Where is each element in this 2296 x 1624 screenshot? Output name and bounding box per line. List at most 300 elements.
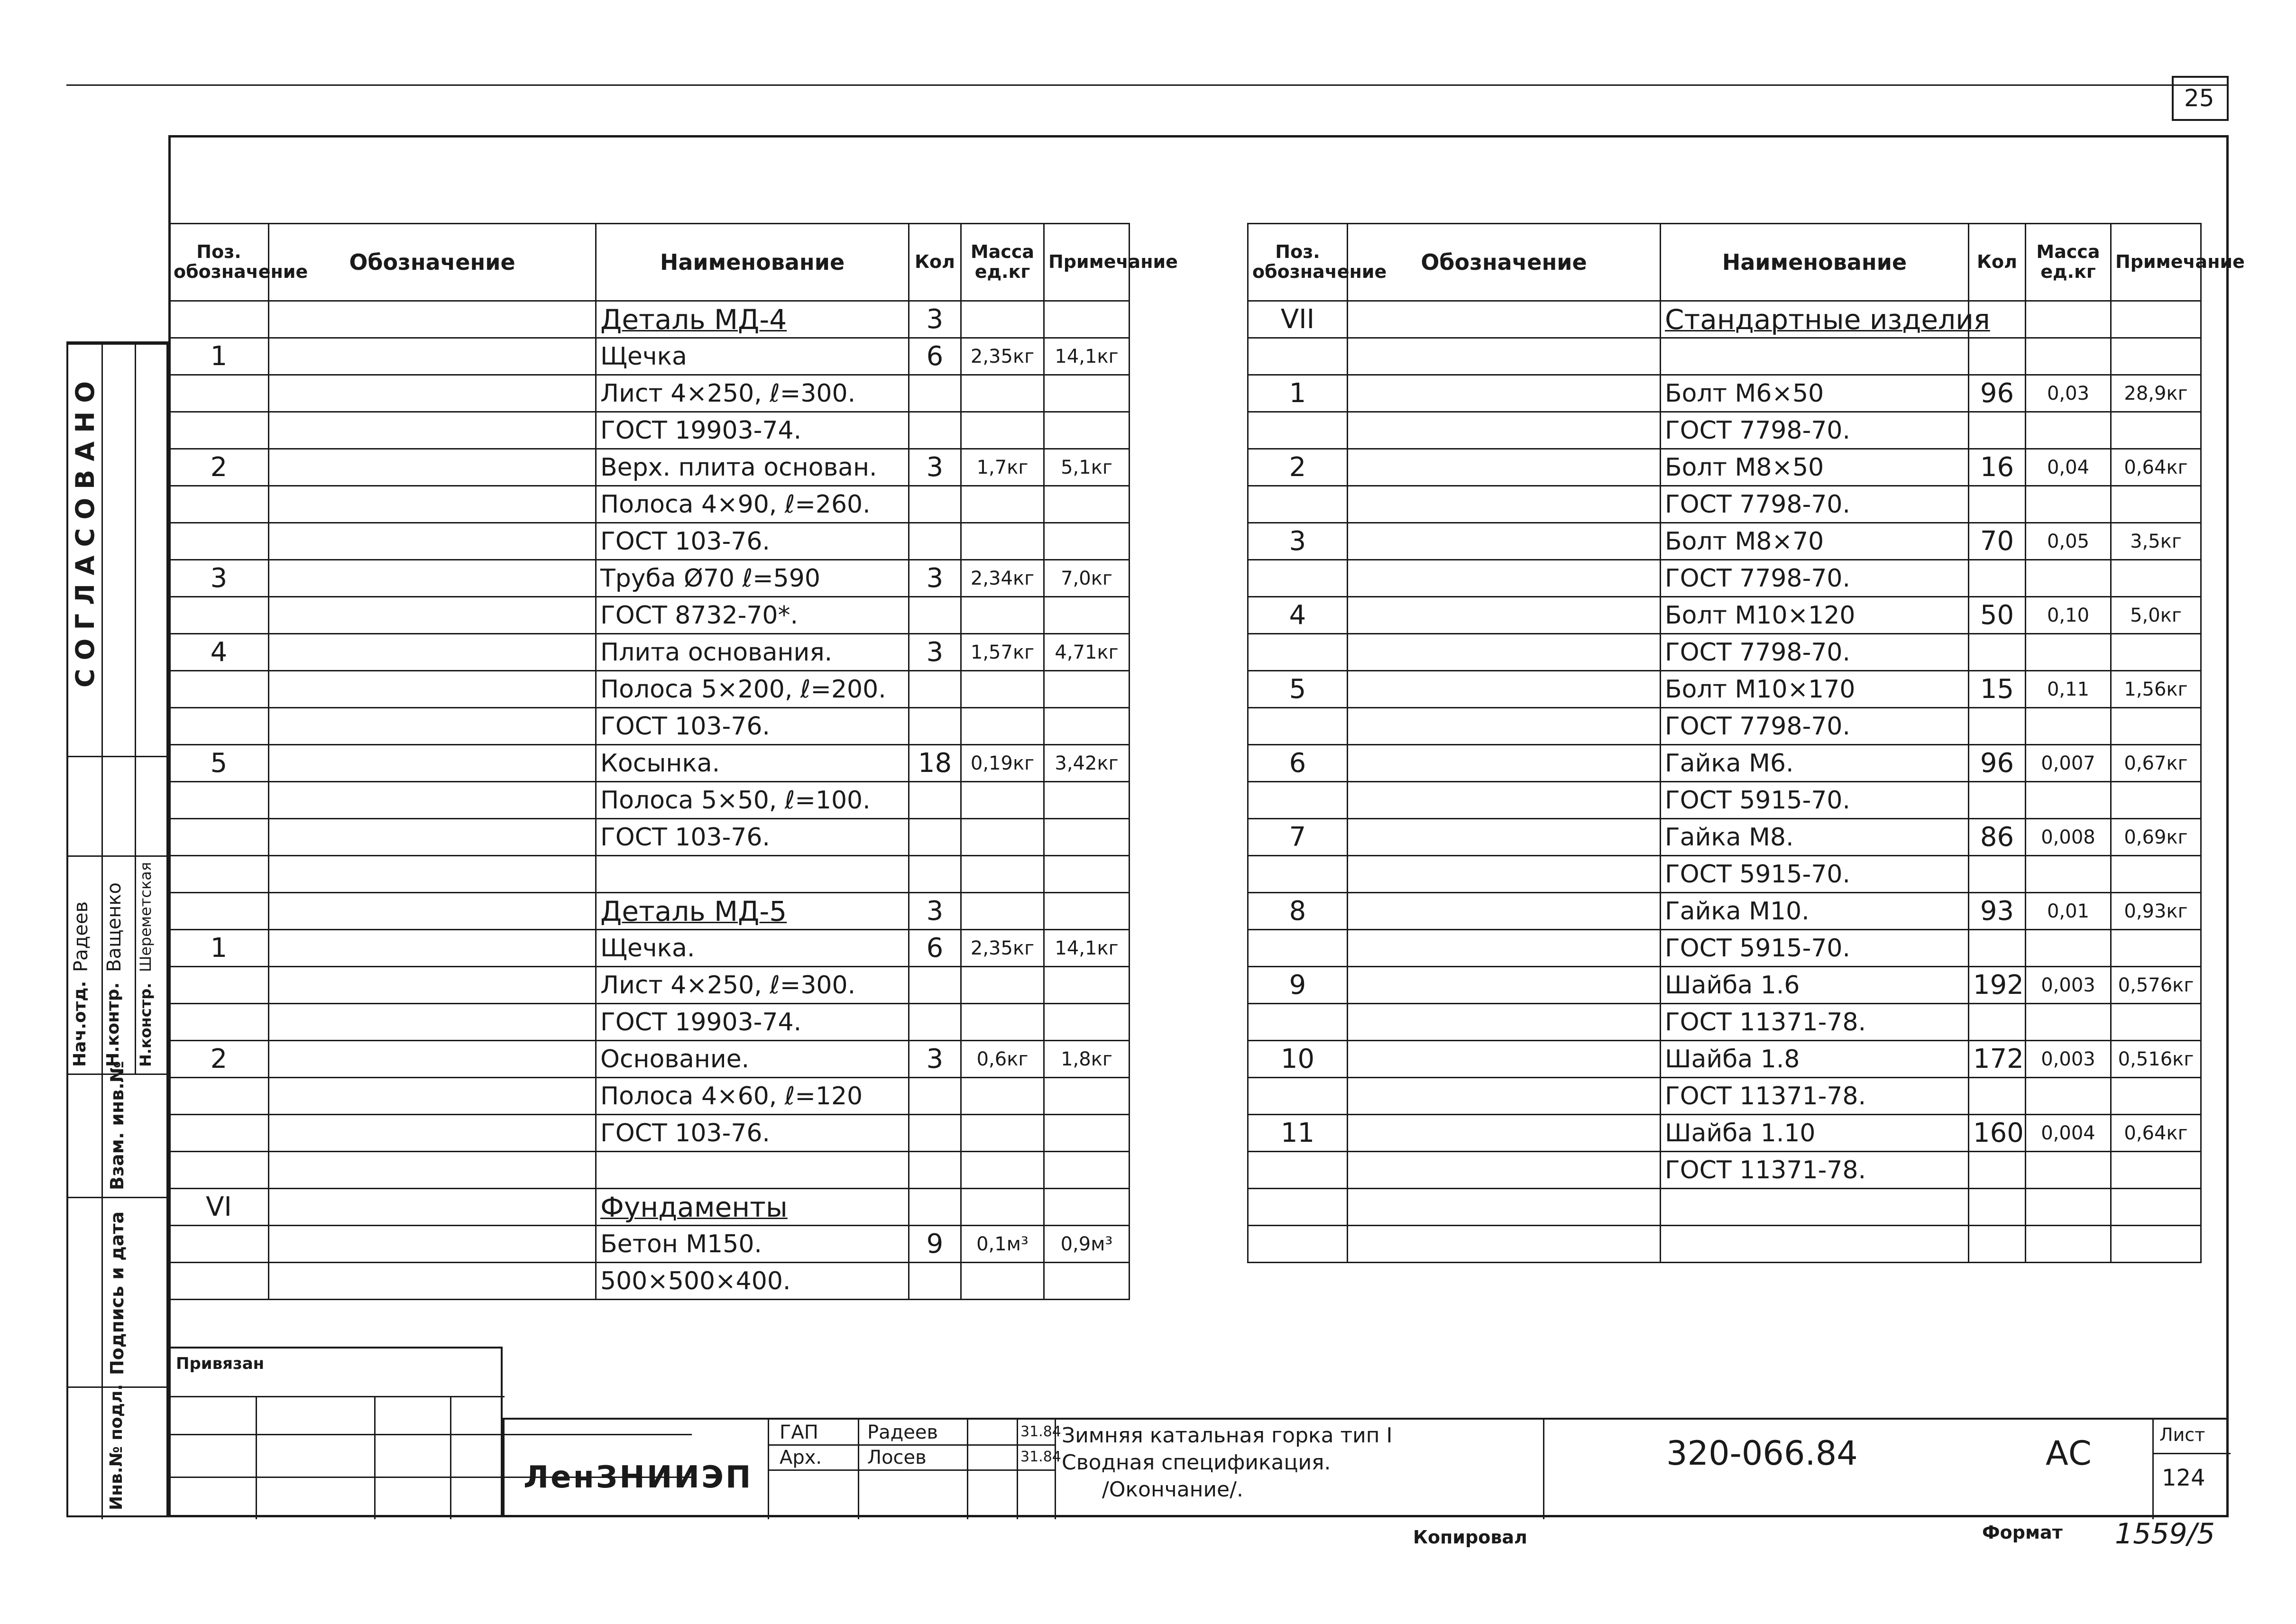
table-row: [1248, 1189, 2201, 1226]
cell-name: ГОСТ 19903-74.: [596, 412, 909, 449]
table-row: [169, 560, 1130, 597]
table-header-row: [1248, 224, 2201, 301]
cell-pos: 2: [169, 1041, 269, 1078]
cell-note: [2111, 782, 2201, 819]
cell-pos: [169, 1115, 269, 1152]
cell-designation: [269, 1115, 596, 1152]
cell-designation: [1348, 1152, 1661, 1189]
cell-qty: 9: [909, 1226, 961, 1263]
cell-designation: [269, 338, 596, 375]
cell-pos: 1: [169, 930, 269, 967]
cell-designation: [269, 486, 596, 523]
cell-designation: [1348, 375, 1661, 412]
cell-designation: [1348, 967, 1661, 1004]
cell-pos: 6: [1248, 745, 1348, 782]
cell-designation: [269, 671, 596, 708]
sign-date-label: Подпись и дата: [107, 1211, 128, 1375]
cell-mass: [2026, 1152, 2111, 1189]
cell-name: Шайба 1.8: [1661, 1041, 1969, 1078]
cell-designation: [269, 1189, 596, 1226]
cell-name: [1661, 338, 1969, 375]
cell-mass: [2026, 338, 2111, 375]
cell-name: ГОСТ 7798-70.: [1661, 412, 1969, 449]
cell-qty: 192: [1969, 967, 2026, 1004]
cell-note: [2111, 412, 2201, 449]
col-header-name: Наименование: [1661, 224, 1969, 301]
cell-name: [596, 1152, 909, 1189]
cell-designation: [269, 1263, 596, 1300]
cell-name: ГОСТ 8732-70*.: [596, 597, 909, 634]
cell-qty: [909, 967, 961, 1004]
cell-name: Косынка.: [596, 745, 909, 782]
table-row: [1248, 560, 2201, 597]
cell-note: [1044, 782, 1130, 819]
cell-qty: 70: [1969, 523, 2026, 560]
cell-mass: [961, 597, 1044, 634]
cell-pos: [1248, 782, 1348, 819]
cell-pos: [169, 486, 269, 523]
cell-name: Лист 4×250, ℓ=300.: [596, 967, 909, 1004]
cell-qty: [1969, 1226, 2026, 1263]
cell-note: [1044, 1189, 1130, 1226]
cell-name: Болт М10×120: [1661, 597, 1969, 634]
table-row: [169, 819, 1130, 856]
sheet-label: Лист: [2159, 1424, 2205, 1445]
cell-mass: [961, 819, 1044, 856]
cell-designation: [269, 375, 596, 412]
cell-pos: 1: [1248, 375, 1348, 412]
cell-name: Лист 4×250, ℓ=300.: [596, 375, 909, 412]
col-header-note: Примечание: [2111, 224, 2201, 301]
table-row: [1248, 1041, 2201, 1078]
cell-name: ГОСТ 103-76.: [596, 819, 909, 856]
cell-note: 14,1кг: [1044, 338, 1130, 375]
corner-number-box: [2172, 76, 2229, 121]
cell-name: ГОСТ 5915-70.: [1661, 856, 1969, 893]
cell-qty: [1969, 856, 2026, 893]
cell-pos: 3: [169, 560, 269, 597]
cell-note: 3,42кг: [1044, 745, 1130, 782]
table-row: [1248, 1152, 2201, 1189]
cell-qty: [1969, 486, 2026, 523]
cell-note: [2111, 1004, 2201, 1041]
role-arch: Арх.: [780, 1447, 822, 1468]
cell-note: [2111, 1152, 2201, 1189]
cell-note: [2111, 486, 2201, 523]
cell-note: [1044, 412, 1130, 449]
document-code: 320-066.84: [1666, 1434, 1858, 1473]
cell-pos: [169, 301, 269, 338]
table-row: [169, 634, 1130, 671]
cell-mass: [2026, 560, 2111, 597]
cell-designation: [1348, 745, 1661, 782]
table-row: [1248, 1004, 2201, 1041]
cell-name: ГОСТ 5915-70.: [1661, 930, 1969, 967]
cell-mass: [2026, 930, 2111, 967]
role-arch-date: 31.84: [1020, 1449, 1061, 1465]
cell-note: 0,64кг: [2111, 449, 2201, 486]
cell-designation: [1348, 523, 1661, 560]
table-row: [169, 967, 1130, 1004]
table-row: [169, 1115, 1130, 1152]
cell-mass: 0,007: [2026, 745, 2111, 782]
cell-pos: VI: [169, 1189, 269, 1226]
col-header-designation: Обозначение: [1348, 224, 1661, 301]
cell-mass: [2026, 856, 2111, 893]
sig-role-1: Нач.отд.: [70, 981, 90, 1067]
table-row: [169, 449, 1130, 486]
sheet-number: 124: [2162, 1465, 2205, 1491]
cell-designation: [1348, 449, 1661, 486]
cell-name: [1661, 1189, 1969, 1226]
cell-name: Болт М8×70: [1661, 523, 1969, 560]
cell-name: ГОСТ 5915-70.: [1661, 782, 1969, 819]
cell-qty: 96: [1969, 745, 2026, 782]
cell-qty: 3: [909, 1041, 961, 1078]
cell-name: ГОСТ 7798-70.: [1661, 486, 1969, 523]
cell-pos: [169, 856, 269, 893]
cell-name: Щечка.: [596, 930, 909, 967]
cell-pos: [1248, 708, 1348, 745]
cell-mass: [961, 967, 1044, 1004]
cell-qty: [1969, 708, 2026, 745]
cell-mass: [2026, 486, 2111, 523]
cell-name: Бетон М150.: [596, 1226, 909, 1263]
cell-pos: [1248, 634, 1348, 671]
col-header-qty: Кол: [1969, 224, 2026, 301]
table-row: [169, 1189, 1130, 1226]
table-row: [1248, 375, 2201, 412]
cell-name: Гайка М8.: [1661, 819, 1969, 856]
cell-note: 0,516кг: [2111, 1041, 2201, 1078]
cell-name: ГОСТ 7798-70.: [1661, 634, 1969, 671]
cell-mass: 0,003: [2026, 967, 2111, 1004]
cell-mass: [961, 893, 1044, 930]
cell-qty: 3: [909, 449, 961, 486]
cell-designation: [269, 819, 596, 856]
cell-designation: [269, 930, 596, 967]
bound-label: Привязан: [176, 1354, 265, 1373]
cell-designation: [1348, 856, 1661, 893]
cell-name: 500×500×400.: [596, 1263, 909, 1300]
cell-pos: 2: [1248, 449, 1348, 486]
cell-designation: [269, 1078, 596, 1115]
cell-designation: [1348, 1078, 1661, 1115]
role-gap-name: Радеев: [867, 1422, 938, 1443]
sig-name-2: Ващенко: [103, 882, 125, 972]
cell-name: Болт М6×50: [1661, 375, 1969, 412]
cell-designation: [1348, 412, 1661, 449]
cell-designation: [1348, 1226, 1661, 1263]
cell-note: 1,8кг: [1044, 1041, 1130, 1078]
table-row: [1248, 1078, 2201, 1115]
cell-pos: [1248, 1078, 1348, 1115]
cell-qty: [909, 523, 961, 560]
cell-designation: [269, 856, 596, 893]
cell-qty: 86: [1969, 819, 2026, 856]
cell-qty: 172: [1969, 1041, 2026, 1078]
cell-name: Шайба 1.6: [1661, 967, 1969, 1004]
cell-designation: [1348, 671, 1661, 708]
table-row: [1248, 782, 2201, 819]
cell-qty: 3: [909, 893, 961, 930]
cell-note: [2111, 1226, 2201, 1263]
cell-pos: [169, 671, 269, 708]
org-name: ЛенЗНИИЭП: [523, 1460, 753, 1495]
cell-note: [1044, 375, 1130, 412]
cell-note: [1044, 856, 1130, 893]
cell-qty: [1969, 1189, 2026, 1226]
cell-designation: [269, 967, 596, 1004]
cell-note: [1044, 1004, 1130, 1041]
cell-qty: [1969, 338, 2026, 375]
cell-mass: [961, 856, 1044, 893]
cell-pos: [169, 523, 269, 560]
cell-qty: [1969, 1152, 2026, 1189]
cell-qty: [1969, 782, 2026, 819]
cell-qty: [909, 597, 961, 634]
table-row: [169, 597, 1130, 634]
cell-note: 0,93кг: [2111, 893, 2201, 930]
table-row: [1248, 967, 2201, 1004]
cell-pos: [1248, 338, 1348, 375]
cell-mass: [961, 782, 1044, 819]
cell-note: 14,1кг: [1044, 930, 1130, 967]
table-row: [1248, 708, 2201, 745]
cell-name: Полоса 5×50, ℓ=100.: [596, 782, 909, 819]
cell-pos: 8: [1248, 893, 1348, 930]
col-header-pos: Поз. обозначение: [169, 224, 269, 301]
cell-designation: [1348, 893, 1661, 930]
cell-mass: [961, 671, 1044, 708]
cell-pos: [169, 1263, 269, 1300]
cell-mass: 0,008: [2026, 819, 2111, 856]
cell-pos: VII: [1248, 301, 1348, 338]
cell-qty: 160: [1969, 1115, 2026, 1152]
cell-pos: [169, 819, 269, 856]
table-row: [169, 338, 1130, 375]
bound-block: [168, 1347, 503, 1517]
cell-note: [2111, 1078, 2201, 1115]
cell-note: [2111, 856, 2201, 893]
cell-qty: [909, 1189, 961, 1226]
cell-pos: [169, 708, 269, 745]
table-row: [169, 893, 1130, 930]
cell-name: Болт М8×50: [1661, 449, 1969, 486]
cell-mass: 0,004: [2026, 1115, 2111, 1152]
cell-mass: 2,35кг: [961, 338, 1044, 375]
cell-mass: 0,05: [2026, 523, 2111, 560]
cell-pos: [169, 782, 269, 819]
top-border-line: [66, 84, 2229, 86]
role-gap: ГАП: [780, 1422, 818, 1443]
role-arch-name: Лосев: [867, 1447, 927, 1468]
cell-name: ГОСТ 19903-74.: [596, 1004, 909, 1041]
cell-pos: [169, 893, 269, 930]
sig-role-3: Н.констр.: [137, 982, 155, 1067]
cell-qty: [909, 486, 961, 523]
cell-pos: 2: [169, 449, 269, 486]
table-row: [1248, 930, 2201, 967]
cell-designation: [269, 634, 596, 671]
table-row: [1248, 412, 2201, 449]
cell-qty: [909, 375, 961, 412]
cell-designation: [269, 1226, 596, 1263]
cell-designation: [1348, 819, 1661, 856]
cell-designation: [269, 523, 596, 560]
cell-qty: [909, 856, 961, 893]
table-row: [169, 782, 1130, 819]
table-row: [1248, 893, 2201, 930]
cell-pos: [1248, 486, 1348, 523]
cell-name: Щечка: [596, 338, 909, 375]
cell-designation: [269, 1152, 596, 1189]
cell-pos: 5: [1248, 671, 1348, 708]
cell-note: 3,5кг: [2111, 523, 2201, 560]
cell-qty: 6: [909, 338, 961, 375]
cell-name: [1661, 1226, 1969, 1263]
cell-qty: 3: [909, 634, 961, 671]
agreed-label: СОГЛАСОВАНО: [70, 372, 100, 688]
cell-designation: [1348, 301, 1661, 338]
cell-designation: [1348, 930, 1661, 967]
cell-name: ГОСТ 11371-78.: [1661, 1152, 1969, 1189]
table-row: [169, 856, 1130, 893]
cell-note: [2111, 338, 2201, 375]
cell-mass: 1,57кг: [961, 634, 1044, 671]
cell-qty: [909, 819, 961, 856]
cell-designation: [1348, 338, 1661, 375]
cell-name: ГОСТ 103-76.: [596, 1115, 909, 1152]
cell-mass: [2026, 708, 2111, 745]
table-row: [169, 301, 1130, 338]
table-row: [1248, 634, 2201, 671]
cell-qty: 15: [1969, 671, 2026, 708]
col-header-pos: Поз. обозначение: [1248, 224, 1348, 301]
cell-pos: [1248, 1152, 1348, 1189]
cell-designation: [269, 1041, 596, 1078]
table-row: [169, 745, 1130, 782]
cell-note: [1044, 967, 1130, 1004]
cell-mass: 0,003: [2026, 1041, 2111, 1078]
table-row: [169, 1078, 1130, 1115]
cell-name: Гайка М10.: [1661, 893, 1969, 930]
stage-code: АС: [2046, 1434, 2092, 1473]
cell-name: Деталь МД-4: [596, 301, 909, 338]
cell-pos: 7: [1248, 819, 1348, 856]
table-row: [169, 1226, 1130, 1263]
cell-name: Деталь МД-5: [596, 893, 909, 930]
title-line-2: Сводная спецификация.: [1062, 1450, 1331, 1475]
cell-mass: [2026, 301, 2111, 338]
col-header-mass: Масса ед.кг: [2026, 224, 2111, 301]
cell-qty: [909, 1115, 961, 1152]
format-value: 1559/5: [2115, 1517, 2215, 1551]
cell-note: [2111, 634, 2201, 671]
table-row: [1248, 597, 2201, 634]
cell-note: [2111, 301, 2201, 338]
cell-mass: [961, 523, 1044, 560]
cell-name: ГОСТ 7798-70.: [1661, 708, 1969, 745]
cell-note: [1044, 301, 1130, 338]
cell-qty: [909, 412, 961, 449]
cell-note: [1044, 597, 1130, 634]
cell-note: 1,56кг: [2111, 671, 2201, 708]
cell-pos: 11: [1248, 1115, 1348, 1152]
col-header-qty: Кол: [909, 224, 961, 301]
cell-mass: [961, 1115, 1044, 1152]
table-row: [169, 375, 1130, 412]
cell-mass: 2,34кг: [961, 560, 1044, 597]
cell-note: [1044, 671, 1130, 708]
cell-mass: 0,01: [2026, 893, 2111, 930]
cell-qty: [909, 782, 961, 819]
table-row: [169, 523, 1130, 560]
cell-qty: [1969, 1004, 2026, 1041]
inv-change-label: Взам. инв.№: [107, 1061, 128, 1190]
cell-note: [1044, 708, 1130, 745]
cell-designation: [1348, 1115, 1661, 1152]
table-row: [1248, 449, 2201, 486]
cell-qty: 50: [1969, 597, 2026, 634]
cell-qty: [909, 671, 961, 708]
table-row: [1248, 745, 2201, 782]
cell-name: ГОСТ 7798-70.: [1661, 560, 1969, 597]
table-row: [1248, 301, 2201, 338]
cell-qty: [1969, 634, 2026, 671]
cell-mass: [961, 1004, 1044, 1041]
table-row: [169, 930, 1130, 967]
cell-qty: [1969, 560, 2026, 597]
cell-name: Гайка М6.: [1661, 745, 1969, 782]
cell-name: [596, 856, 909, 893]
cell-mass: [961, 301, 1044, 338]
cell-designation: [1348, 1189, 1661, 1226]
cell-qty: [909, 1152, 961, 1189]
table-row: [169, 708, 1130, 745]
cell-designation: [1348, 560, 1661, 597]
cell-name: ГОСТ 11371-78.: [1661, 1078, 1969, 1115]
cell-note: 5,0кг: [2111, 597, 2201, 634]
cell-pos: 10: [1248, 1041, 1348, 1078]
table-row: [169, 1041, 1130, 1078]
cell-note: 0,64кг: [2111, 1115, 2201, 1152]
sig-name-1: Радеев: [70, 901, 92, 972]
cell-pos: [169, 1152, 269, 1189]
cell-pos: 4: [169, 634, 269, 671]
cell-mass: [2026, 782, 2111, 819]
cell-note: [1044, 1263, 1130, 1300]
cell-note: 7,0кг: [1044, 560, 1130, 597]
table-row: [1248, 856, 2201, 893]
cell-name: ГОСТ 103-76.: [596, 523, 909, 560]
cell-qty: 93: [1969, 893, 2026, 930]
cell-note: 0,9м³: [1044, 1226, 1130, 1263]
cell-qty: [1969, 412, 2026, 449]
cell-qty: [909, 1263, 961, 1300]
cell-name: ГОСТ 11371-78.: [1661, 1004, 1969, 1041]
cell-mass: [961, 708, 1044, 745]
cell-qty: 6: [909, 930, 961, 967]
cell-qty: 16: [1969, 449, 2026, 486]
cell-mass: [961, 486, 1044, 523]
cell-designation: [269, 560, 596, 597]
cell-name: Плита основания.: [596, 634, 909, 671]
cell-designation: [269, 412, 596, 449]
cell-note: [2111, 708, 2201, 745]
cell-note: [1044, 1152, 1130, 1189]
cell-designation: [269, 449, 596, 486]
